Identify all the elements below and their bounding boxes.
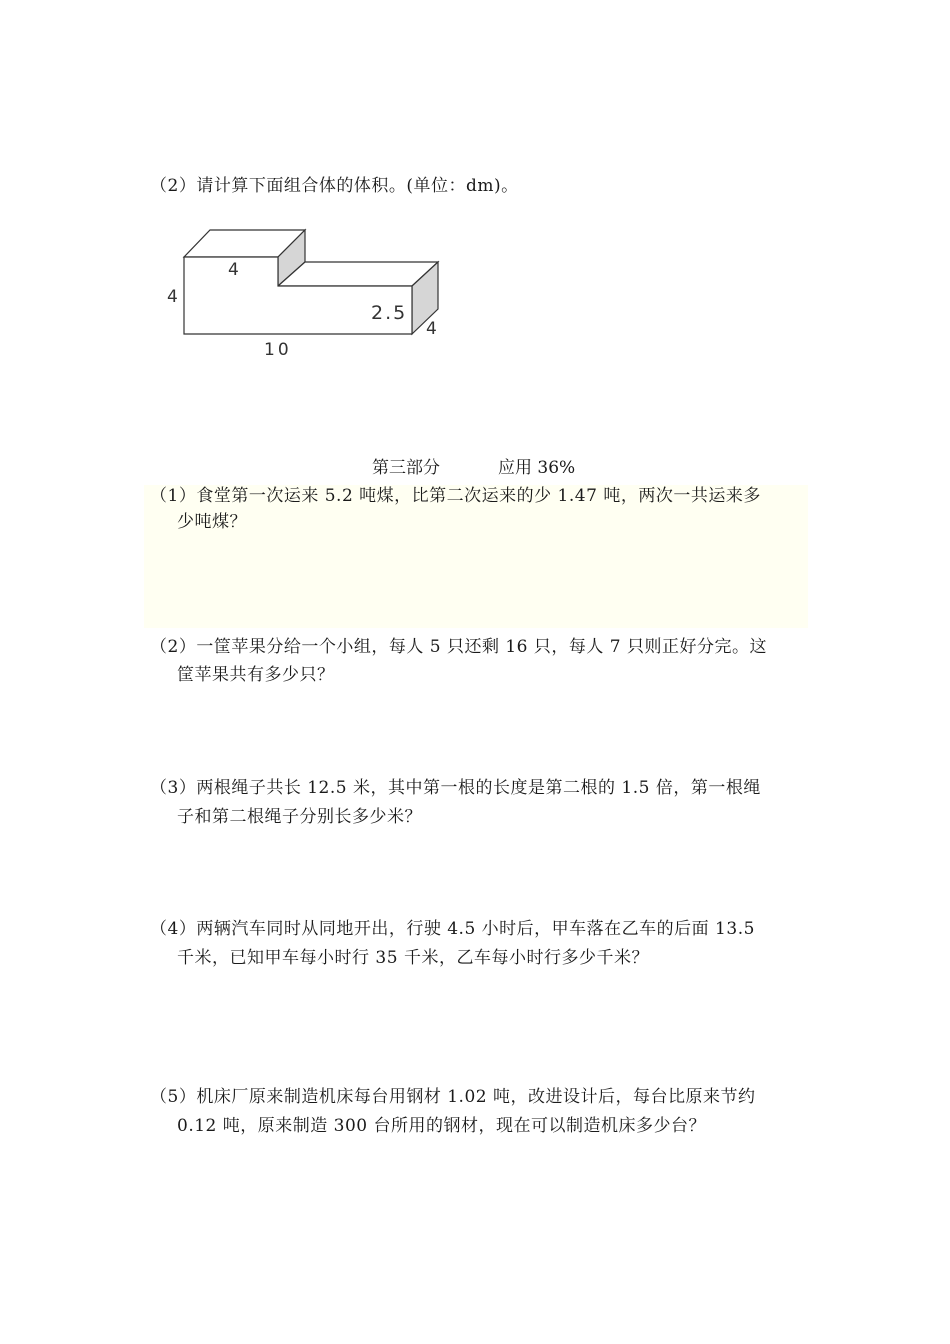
part3-title: 第三部分 <box>372 458 440 478</box>
question-part3-q5-line2: 0.12 吨，原来制造 300 台所用的钢材，现在可以制造机床多少台？ <box>177 1116 707 1136</box>
label-depth: 4 <box>426 319 437 339</box>
question-part3-q2-line2: 筐苹果共有多少只？ <box>177 665 335 685</box>
question-part3-q5-line1: （5）机床厂原来制造机床每台用钢材 1.02 吨，改进设计后，每台比原来节约 <box>150 1087 756 1107</box>
label-step-height: 2.5 <box>371 302 408 324</box>
label-top-width: 4 <box>228 260 239 280</box>
question-part3-q4-line2: 千米，已知甲车每小时行 35 千米，乙车每小时行多少千米？ <box>177 948 649 968</box>
composite-solid-figure <box>160 220 460 370</box>
label-bottom-length: 10 <box>264 340 292 360</box>
label-left-height: 4 <box>167 287 178 307</box>
low-block-top-face <box>278 262 438 286</box>
question-part2-q2: （2）请计算下面组合体的体积。(单位：dm)。 <box>150 176 519 196</box>
question-part3-q3-line1: （3）两根绳子共长 12.5 米，其中第一根的长度是第二根的 1.5 倍，第一根绳 <box>150 778 761 798</box>
part3-subtitle: 应用 36% <box>498 458 576 478</box>
question-part3-q1-line1: （1）食堂第一次运来 5.2 吨煤，比第二次运来的少 1.47 吨，两次一共运来多 <box>150 486 761 506</box>
question-part3-q1-line2: 少吨煤？ <box>177 512 247 532</box>
question-part3-q3-line2: 子和第二根绳子分别长多少米？ <box>177 807 422 827</box>
question-part3-q2-line1: （2）一筐苹果分给一个小组，每人 5 只还剩 16 只，每人 7 只则正好分完。这 <box>150 637 768 657</box>
part3-header <box>372 456 575 480</box>
question-part3-q4-line1: （4）两辆汽车同时从同地开出，行驶 4.5 小时后，甲车落在乙车的后面 13.5 <box>150 919 755 939</box>
